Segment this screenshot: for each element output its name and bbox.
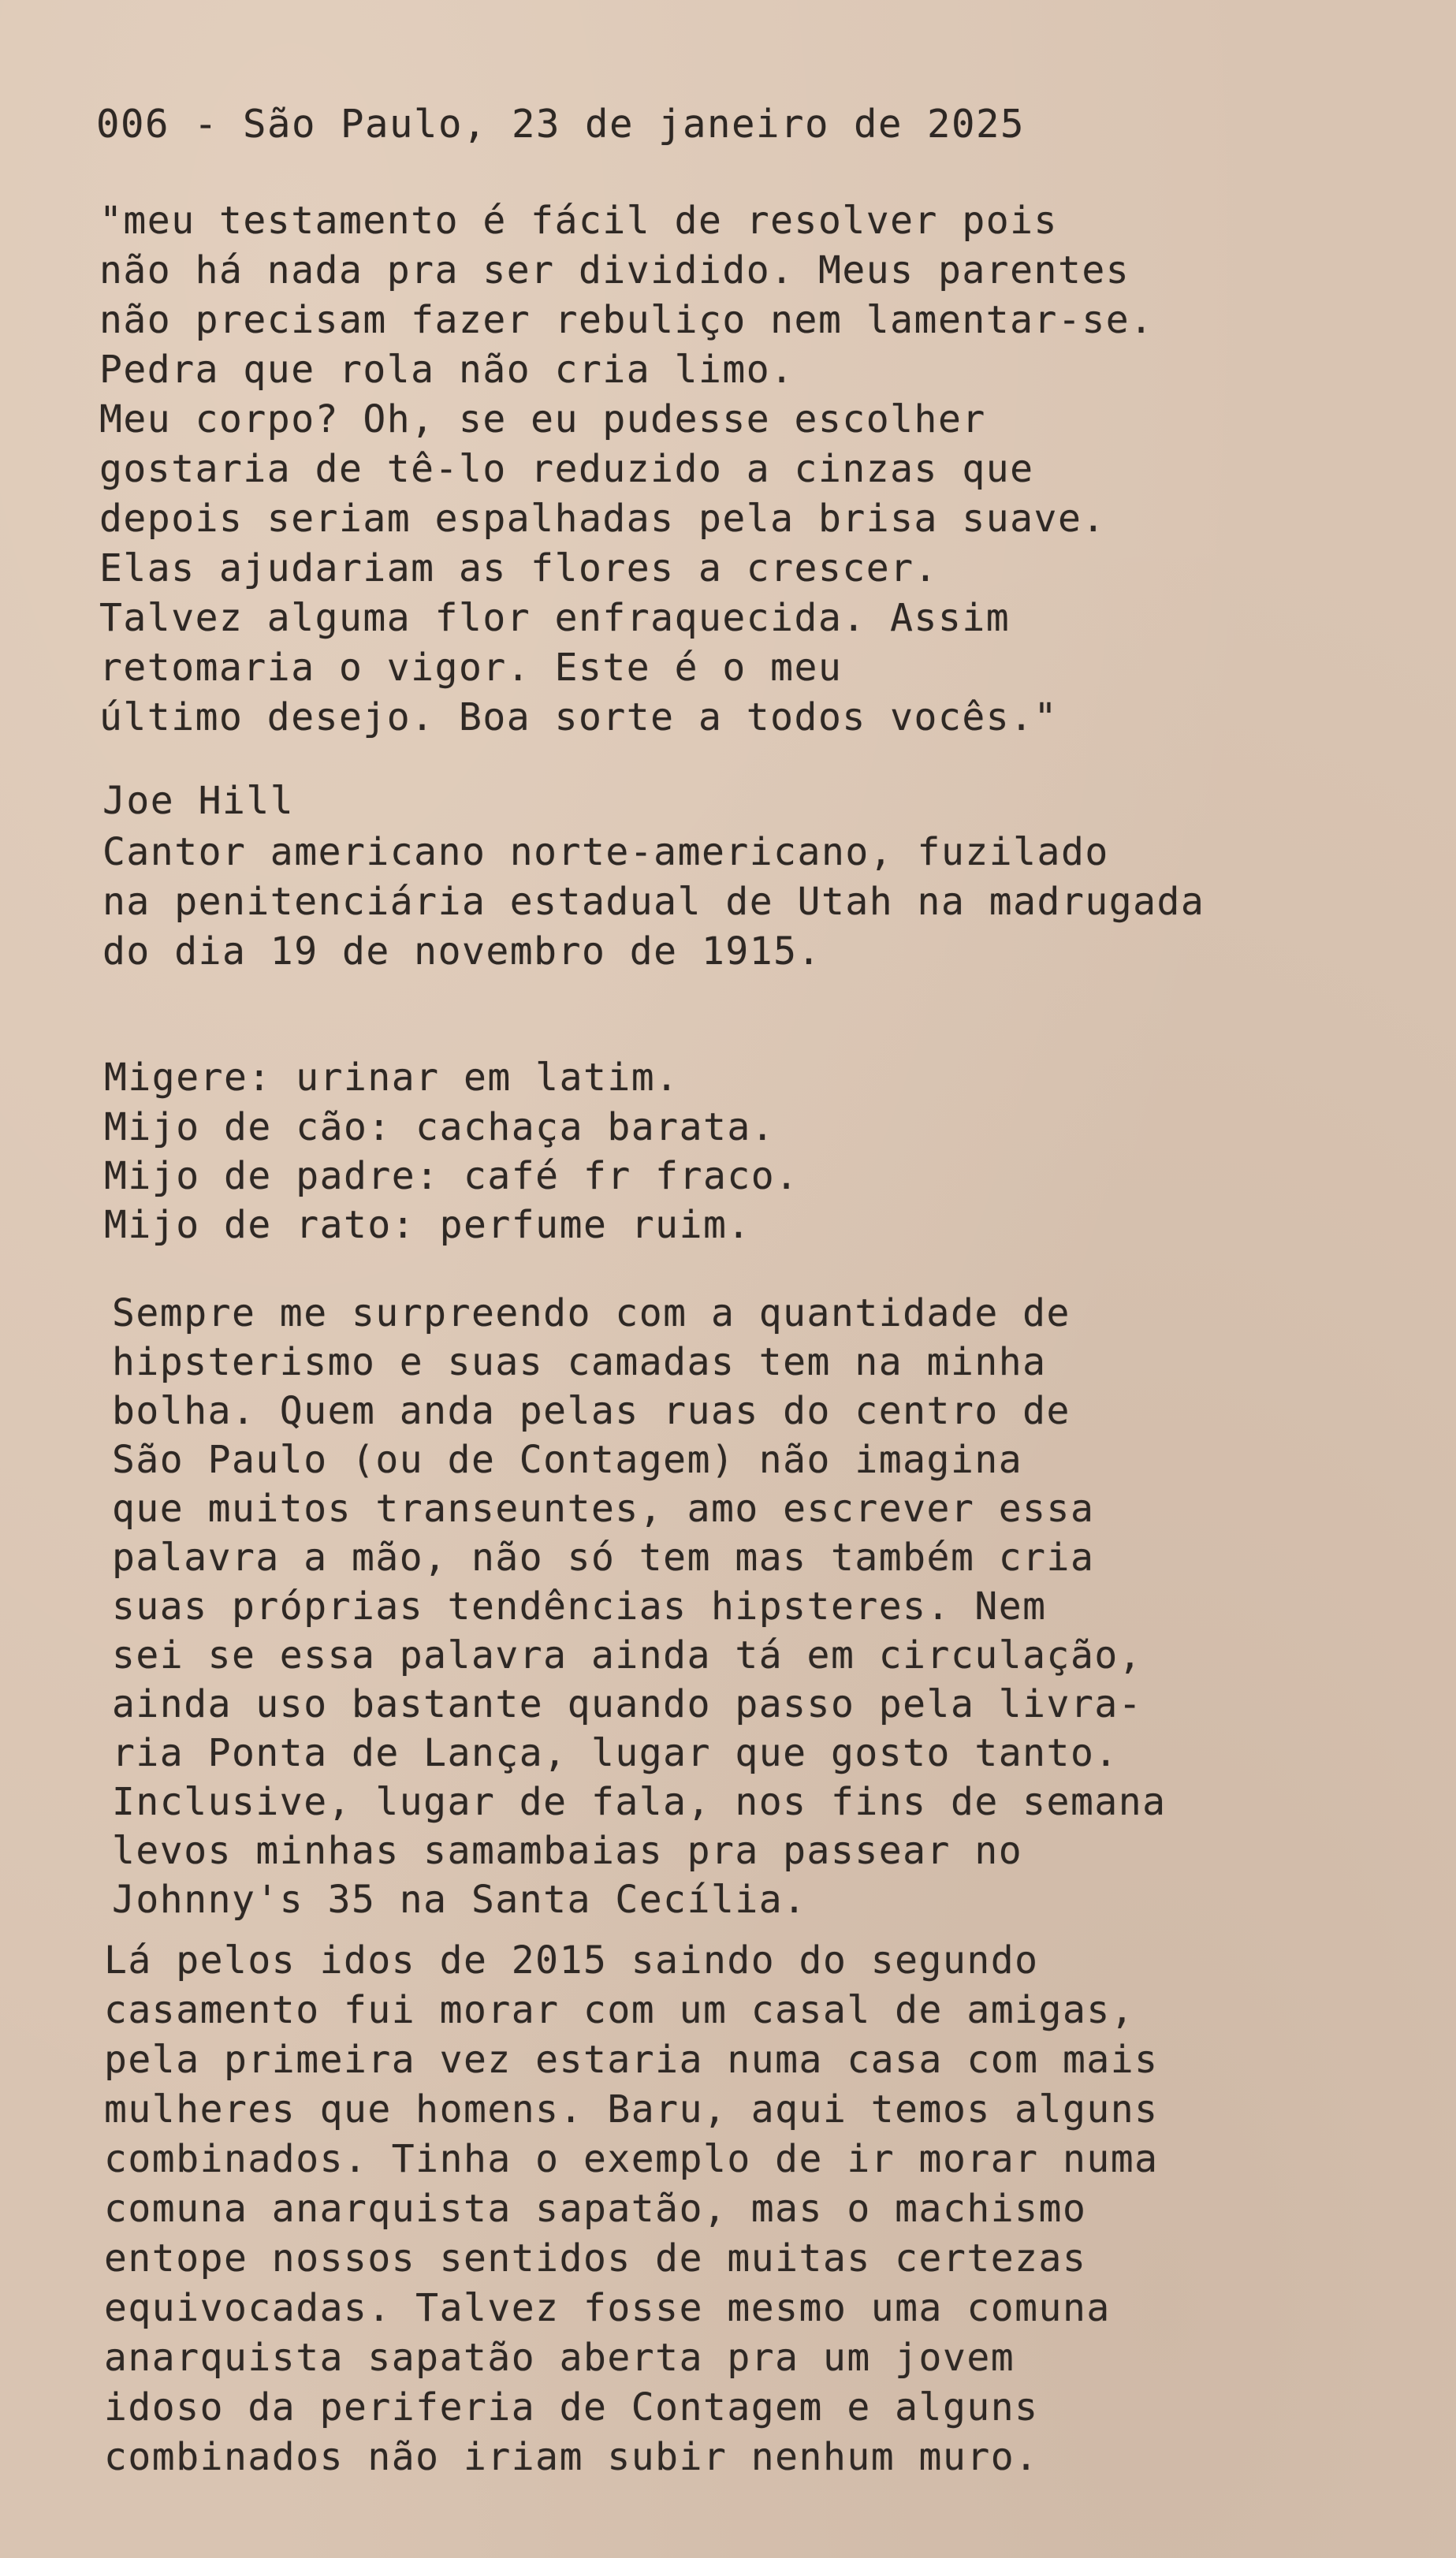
quote-line: Talvez alguma flor enfraquecida. Assim [99,596,1011,640]
paragraph-line: sei se essa palavra ainda tá em circulação, [112,1633,1143,1677]
attribution-line: do dia 19 de novembro de 1915. [102,929,821,974]
quote-line: último desejo. Boa sorte a todos vocês." [99,695,1058,739]
quote-line: Pedra que rola não cria limo. [99,348,795,392]
paragraph-line: combinados não iriam subir nenhum muro. [104,2435,1039,2479]
attribution-line: na penitenciária estadual de Utah na madrugada [102,880,1205,924]
paragraph-line: que muitos transeuntes, amo escrever essa [112,1487,1095,1531]
quote-line: gostaria de tê-lo reduzido a cinzas que [99,447,1034,491]
paragraph-line: ainda uso bastante quando passo pela livra- [112,1682,1143,1726]
quote-line: Elas ajudariam as flores a crescer. [99,546,938,590]
paragraph-line: São Paulo (ou de Contagem) não imagina [112,1438,1023,1482]
paragraph-line: palavra a mão, não só tem mas também cria [112,1536,1095,1580]
paragraph-line: combinados. Tinha o exemplo de ir morar numa [104,2137,1159,2181]
paragraph-line: bolha. Quem anda pelas ruas do centro de [112,1389,1071,1433]
paragraph-line: Lá pelos idos de 2015 saindo do segundo [104,1938,1039,1983]
paragraph-line: Sempre me surpreendo com a quantidade de [112,1291,1071,1335]
definition-line: Mijo de padre: café fr fraco. [104,1154,799,1198]
author-name: Joe Hill [102,779,295,823]
paragraph-line: levos minhas samambaias pra passear no [112,1829,1023,1873]
paragraph-line: casamento fui morar com um casal de amigas, [104,1988,1135,2032]
paragraph-line: ria Ponta de Lança, lugar que gosto tanto. [112,1731,1119,1775]
paragraph-line: pela primeira vez estaria numa casa com mais [104,2038,1159,2082]
paragraph-line: hipsterismo e suas camadas tem na minha [112,1340,1047,1384]
quote-line: retomaria o vigor. Este é o meu [99,646,843,690]
definition-line: Mijo de rato: perfume ruim. [104,1203,751,1247]
attribution-line: Cantor americano norte-americano, fuzilado [102,830,1109,874]
quote-line: depois seriam espalhadas pela brisa suave. [99,497,1106,541]
quote-line: "meu testamento é fácil de resolver pois [99,199,1058,243]
paragraph-line: Inclusive, lugar de fala, nos fins de semana [112,1780,1167,1824]
paragraph-line: mulheres que homens. Baru, aqui temos alguns [104,2087,1159,2132]
definition-line: Mijo de cão: cachaça barata. [104,1105,776,1149]
quote-line: não precisam fazer rebuliço nem lamentar-se. [99,298,1154,342]
paragraph-line: idoso da periferia de Contagem e alguns [104,2385,1039,2430]
paragraph-line: comuna anarquista sapatão, mas o machismo [104,2187,1087,2231]
paragraph-line: suas próprias tendências hipsteres. Nem [112,1584,1047,1629]
quote-line: não há nada pra ser dividido. Meus parentes [99,248,1130,292]
paragraph-line: Johnny's 35 na Santa Cecília. [112,1878,807,1922]
definition-line: Migere: urinar em latim. [104,1056,680,1100]
paragraph-line: entope nossos sentidos de muitas certezas [104,2236,1087,2281]
quote-line: Meu corpo? Oh, se eu pudesse escolher [99,397,986,441]
date-heading: 006 - São Paulo, 23 de janeiro de 2025 [96,102,1026,147]
paragraph-line: equivocadas. Talvez fosse mesmo uma comuna [104,2286,1111,2330]
paragraph-line: anarquista sapatão aberta pra um jovem [104,2336,1015,2380]
